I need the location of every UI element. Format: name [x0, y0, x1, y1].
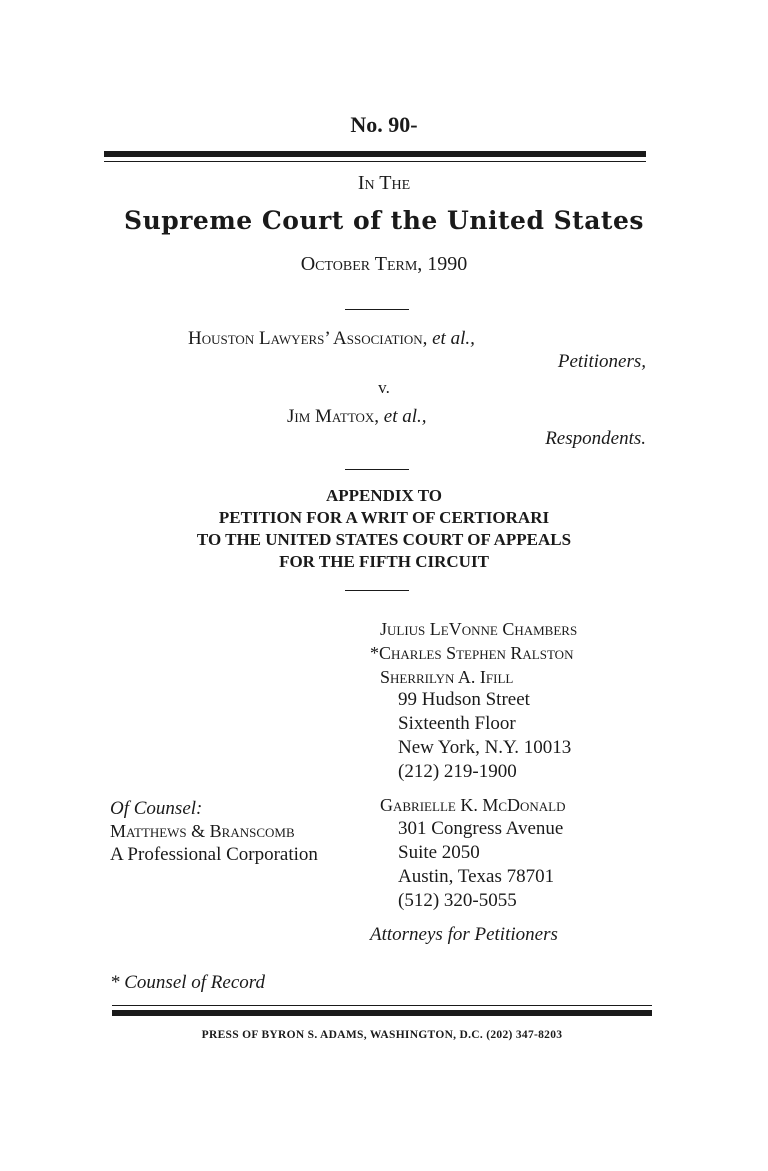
respondent-line — [287, 406, 427, 428]
petitioner-line — [188, 328, 475, 350]
address1-line-2: Sixteenth Floor — [398, 713, 516, 734]
attorneys-for: Attorneys for Petitioners — [370, 924, 558, 945]
title-line-4: FOR THE FIFTH CIRCUIT — [279, 552, 489, 571]
title-line-3: TO THE UNITED STATES COURT OF APPEALS — [196, 530, 572, 549]
separator-3 — [345, 590, 409, 591]
in-the-heading: In The — [357, 172, 411, 194]
counsel-of-record-note: * Counsel of Record — [110, 972, 265, 993]
term: October Term, 1990 — [300, 253, 468, 275]
respondent-name: Jim Mattox, — [287, 406, 380, 427]
of-counsel-firm: Matthews & Branscomb — [110, 821, 295, 841]
counsel-name-1: Julius LeVonne Chambers — [380, 619, 578, 639]
petitioner-name: Houston Lawyers’ Association, — [188, 328, 428, 349]
address2-line-1: 301 Congress Avenue — [398, 818, 564, 839]
address1-line-4: (212) 219-1900 — [398, 761, 517, 782]
counsel-name-3: Sherrilyn A. Ifill — [380, 667, 514, 687]
top-rule-thin — [104, 161, 646, 162]
counsel-name-4: Gabrielle K. McDonald — [380, 795, 566, 815]
petitioner-et-al: et al., — [432, 328, 475, 349]
respondent-role: Respondents. — [545, 428, 646, 449]
address2-line-2: Suite 2050 — [398, 842, 480, 863]
versus: v. — [378, 378, 390, 397]
printer-line: PRESS OF BYRON S. ADAMS, WASHINGTON, D.C. (202) 347-8203 — [201, 1029, 563, 1041]
court-name: Supreme Court of the United States — [124, 206, 644, 235]
respondent-et-al: et al., — [383, 406, 427, 427]
address1-line-3: New York, N.Y. 10013 — [398, 737, 572, 758]
separator-1 — [345, 309, 409, 310]
of-counsel-label: Of Counsel: — [110, 798, 203, 819]
address2-line-3: Austin, Texas 78701 — [398, 866, 555, 887]
bottom-rule-thin — [112, 1005, 652, 1006]
bottom-rule-thick — [112, 1010, 652, 1016]
address1-line-1: 99 Hudson Street — [398, 689, 530, 710]
address2-line-4: (512) 320-5055 — [398, 890, 517, 911]
of-counsel-firm-desc: A Professional Corporation — [110, 844, 318, 865]
counsel-name-2: *Charles Stephen Ralston — [370, 643, 574, 663]
docket-number: No. 90- — [350, 112, 418, 137]
title-line-2: PETITION FOR A WRIT OF CERTIORARI — [218, 508, 550, 527]
separator-2 — [345, 469, 409, 470]
title-line-1: APPENDIX TO — [325, 486, 443, 505]
top-rule-thick — [104, 151, 646, 157]
appendix-title — [0, 485, 768, 573]
petitioner-role: Petitioners, — [557, 351, 646, 372]
